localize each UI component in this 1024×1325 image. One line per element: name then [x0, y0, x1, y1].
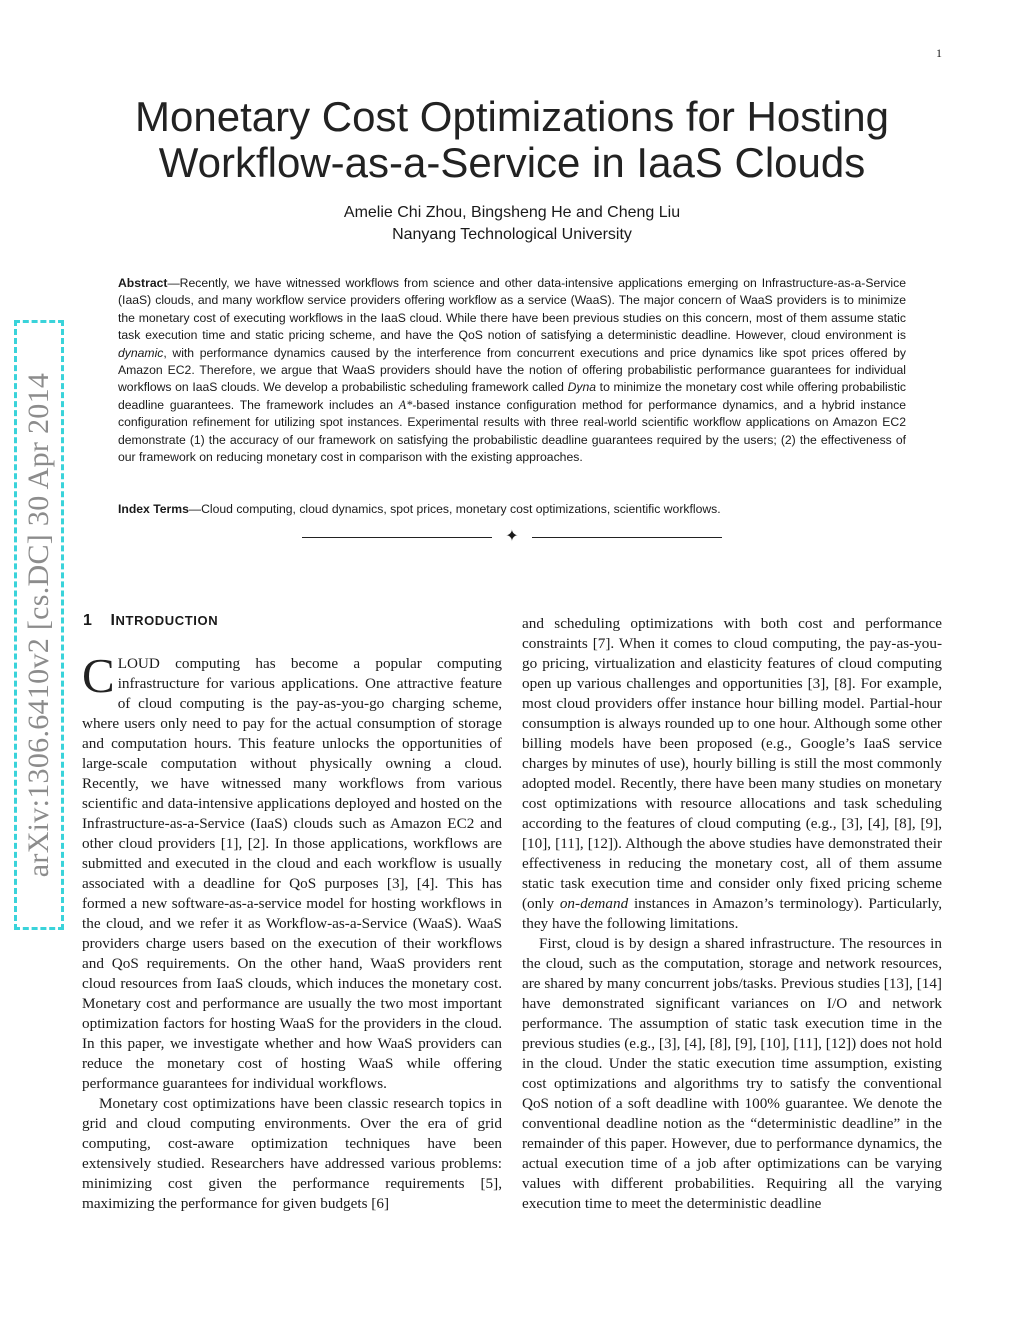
- paragraph-text: and scheduling optimizations with both cost and performance constraints [7]. When it comes to cloud computing, the pay-as-you-go pricing, virtualization and elasticity features of cloud computing open up various challenges and opportunities [3], [8]. For example, most cloud providers offer instance hour billing model. Partial-hour consumption is always rounded up to one hour. Although some other billing models have been proposed (e.g., Google’s IaaS service charges by minutes of use), hourly billing is still the most commonly adopted model. Recently, there have been many studies on monetary cost optimizations with resource allocations and task scheduling according to the features of cloud computing (e.g., [3], [4], [8], [9], [10], [11], [12]). Although the above studies have demonstrated their effectiveness in reducing the monetary cost, all of them assume static task execution time and consider only fixed pricing scheme (only: [522, 615, 942, 912]
- author-block: [100, 202, 924, 246]
- drop-cap-word: LOUD: [117, 655, 160, 672]
- index-terms: [118, 501, 906, 518]
- paragraph: First, cloud is by design a shared infrastructure. The resources in the cloud, such as the computation, storage and network resources, are shared by many concurrent jobs/tasks. Previous studies [13], [14] have demonstrated significant variances on I/O and network performance. The assumption of static task execution time in the previous studies (e.g., [3], [4], [8], [9], [10], [11], [12]) does not hold in the cloud. Under the static execution time assumption, existing cost optimizations and algorithms try to satisfy the conventional QoS notion of a soft deadline with 100% guarantee. We denote the conventional deadline notion as the “deterministic deadline” in the remainder of this paper. However, due to performance dynamics, the actual execution time of a job after optimizations can be varying values with different probabilities. Requiring all the varying execution time to meet the deterministic deadline: [522, 935, 942, 1212]
- abstract-math: A*: [398, 397, 413, 412]
- section-number: 1: [83, 612, 93, 629]
- index-terms-label: Index Terms: [118, 502, 189, 516]
- separator-star-icon: ✦: [505, 528, 519, 545]
- abstract-text: —Recently, we have witnessed workflows from science and other data-intensive applications emerging on Infrastructure-as-a-Service (IaaS) clouds, and many workflow service providers offering workflow as a service (WaaS). The major concern of WaaS providers is to minimize the monetary cost of executing workflows in the IaaS cloud. While there have been previous studies on this concern, most of them assume static task execution time and static pricing scheme, and have the QoS notion of satisfying a deterministic deadline. However, cloud environment is: [118, 276, 906, 343]
- separator-rule-left: [302, 537, 492, 538]
- paragraph-emphasis: on-demand: [559, 895, 629, 912]
- index-terms-text: —Cloud computing, cloud dynamics, spot prices, monetary cost optimizations, scientific workflows.: [188, 502, 721, 516]
- abstract-text: , with performance dynamics caused by the interference from concurrent executions and price dynamics like spot prices offered by Amazon EC2. Therefore, we argue that WaaS providers should have the notion of offering probabilistic performance guarantees for individual workflows on IaaS clouds. We develop a probabilistic scheduling framework called: [118, 345, 906, 395]
- abstract: [118, 275, 906, 466]
- paper-title: [100, 94, 924, 186]
- title-line-1: Monetary Cost Optimizations for Hosting: [135, 93, 889, 140]
- page-number: 1: [936, 46, 942, 60]
- paragraph: Monetary cost optimizations have been classic research topics in grid and cloud computing environments. Over the era of grid computing, cost-aware optimization techniques have been extensively studied. Researchers have addressed various problems: minimizing cost given the performance requirements [5], maximizing the performance for given budgets [6]: [82, 1095, 502, 1212]
- arxiv-identifier-text: arXiv:1306.6410v2 [cs.DC] 30 Apr 2014: [22, 372, 56, 878]
- body-column-left: [82, 614, 502, 1214]
- paragraph-text: computing has become a popular computing infrastructure for various applications. One attractive feature of cloud computing is the pay-as-you-go charging scheme, where users only need to pay for the actual consumption of storage and computation hours. This feature unlocks the opportunities of large-scale computation without physically owning a cloud. Recently, we have witnessed many workflows from various scientific and data-intensive applications deployed and hosted on the Infrastructure-as-a-Service (IaaS) clouds such as Amazon EC2 and other cloud providers [1], [2]. In those applications, workflows are submitted and executed in the cloud and each workflow is usually associated with a deadline for QoS purposes [3], [4]. This has formed a new software-as-a-service model for hosting workflows in the cloud, and we refer it as Workflow-as-a-Service (WaaS). WaaS providers charge users based on the execution of their workflows and QoS requirements. On the other hand, WaaS providers rent cloud resources from IaaS clouds, which induces the monetary cost. Monetary cost and performance are usually the two most important optimization factors for hosting WaaS for the providers in the cloud. In this paper, we investigate whether and how WaaS providers can reduce the monetary cost of hosting WaaS while offering performance guarantees for individual workflows.: [82, 655, 502, 1092]
- abstract-text: -based instance configuration method for performance dynamics, and a hybrid instance configuration refinement for utilizing spot instances. Experimental results with three real-world scientific workflow applications on Amazon EC2 demonstrate (1) the accuracy of our framework on satisfying the probabilistic deadline guarantees required by the users; (2) the effectiveness of our framework on reducing monetary cost in comparison with the existing approaches.: [118, 397, 906, 465]
- author-names: Amelie Chi Zhou, Bingsheng He and Cheng Liu: [343, 204, 681, 221]
- body-column-right: [522, 614, 942, 1214]
- paragraph: [522, 614, 942, 934]
- section-title-rest: NTRODUCTION: [115, 613, 219, 628]
- abstract-text: to minimize the monetary cost while offering probabilistic deadline guarantees. The framework includes an: [118, 380, 907, 412]
- separator-rule-right: [532, 537, 722, 538]
- abstract-emphasis: dynamic: [118, 345, 164, 360]
- section-separator: [302, 526, 722, 548]
- section-title-initial: I: [110, 612, 116, 629]
- abstract-emphasis: Dyna: [567, 380, 597, 395]
- title-line-2: Workflow-as-a-Service in IaaS Clouds: [158, 139, 866, 186]
- paragraph: [82, 648, 502, 1094]
- abstract-label: Abstract: [118, 276, 168, 290]
- arxiv-identifier-stamp: [14, 320, 64, 930]
- paragraph-text: instances in Amazon’s terminology). Particularly, they have the following limitations.: [522, 895, 942, 932]
- author-affiliation: Nanyang Technological University: [392, 226, 632, 243]
- drop-cap: C: [82, 648, 115, 703]
